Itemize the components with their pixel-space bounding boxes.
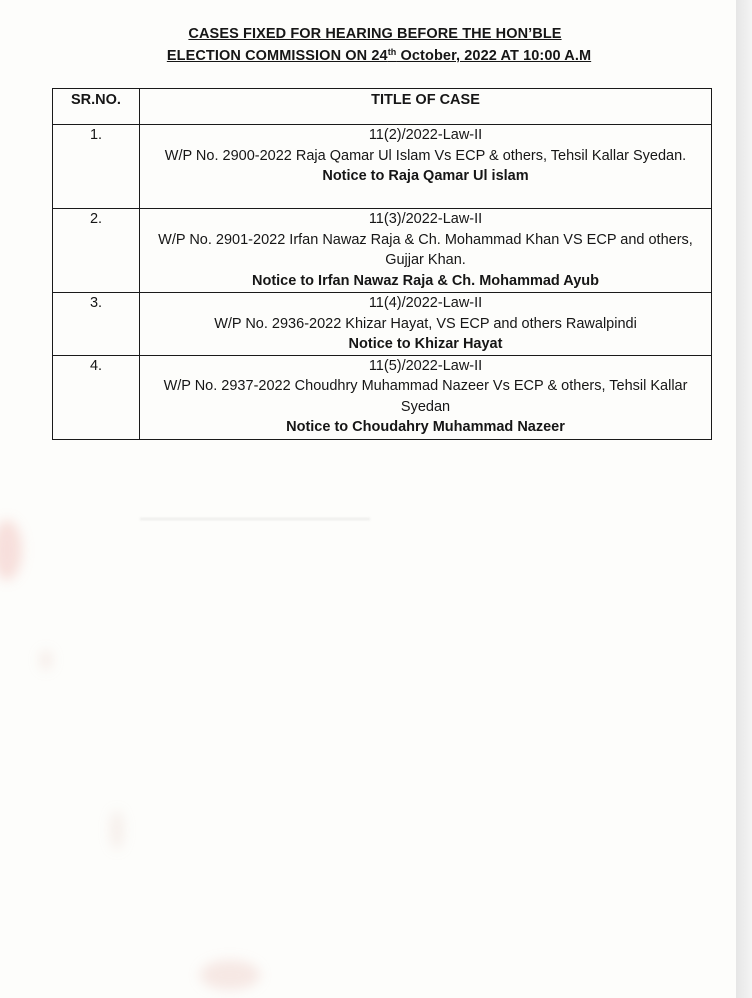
case-number: 11(5)/2022-Law-II xyxy=(368,357,483,374)
scan-smudge xyxy=(0,520,22,580)
heading-line-2-start: ELECTION COMMISSION ON 24 xyxy=(166,48,388,64)
petition-text: W/P No. 2936-2022 Khizar Hayat, VS ECP and others Rawalpindi xyxy=(214,315,637,332)
row-sr-no: 3. xyxy=(53,293,140,356)
case-number: 11(3)/2022-Law-II xyxy=(368,211,483,227)
row-sr-no: 1. xyxy=(53,125,140,209)
row-sr-no: 2. xyxy=(53,209,140,293)
case-number: 11(4)/2022-Law-II xyxy=(368,295,483,311)
notice-text: Notice to Irfan Nawaz Raja & Ch. Mohammad Ayub xyxy=(252,272,599,289)
row-case-title xyxy=(140,125,712,209)
scan-smudge xyxy=(40,650,52,670)
heading-date-suffix: th xyxy=(387,47,397,57)
heading-line-2-end: October, 2022 AT 10:00 A.M xyxy=(396,48,592,64)
scan-smudge xyxy=(110,810,124,850)
table-row xyxy=(53,355,712,439)
scan-artifact-line xyxy=(140,518,370,520)
petition-text: W/P No. 2901-2022 Irfan Nawaz Raja & Ch. Mohammad Khan VS ECP and others, Gujjar Khan. xyxy=(158,231,693,268)
table-row xyxy=(53,293,712,356)
row-case-title xyxy=(140,293,712,356)
heading-line-2 xyxy=(0,47,736,64)
scan-smudge xyxy=(200,960,260,990)
notice-text: Notice to Raja Qamar Ul islam xyxy=(322,168,529,184)
cases-table xyxy=(52,88,712,440)
petition-text: W/P No. 2937-2022 Choudhry Muhammad Nazeer Vs ECP & others, Tehsil Kallar Syedan xyxy=(163,378,688,415)
notice-text: Notice to Khizar Hayat xyxy=(348,336,503,352)
heading-line-1: CASES FIXED FOR HEARING BEFORE THE HON’BLE xyxy=(188,26,562,42)
table-header-row xyxy=(53,89,712,125)
notice-text: Notice to Choudahry Muhammad Nazeer xyxy=(286,419,565,435)
column-header-title-of-case: TITLE OF CASE xyxy=(140,89,712,125)
column-header-sr-no: SR.NO. xyxy=(53,89,140,125)
petition-text: W/P No. 2900-2022 Raja Qamar Ul Islam Vs ECP & others, Tehsil Kallar Syedan. xyxy=(164,147,687,164)
row-case-title xyxy=(140,209,712,293)
table-row xyxy=(53,209,712,293)
table-row xyxy=(53,125,712,209)
row-sr-no: 4. xyxy=(53,355,140,439)
scan-edge xyxy=(736,0,752,998)
case-number: 11(2)/2022-Law-II xyxy=(368,127,483,143)
row-case-title xyxy=(140,355,712,439)
